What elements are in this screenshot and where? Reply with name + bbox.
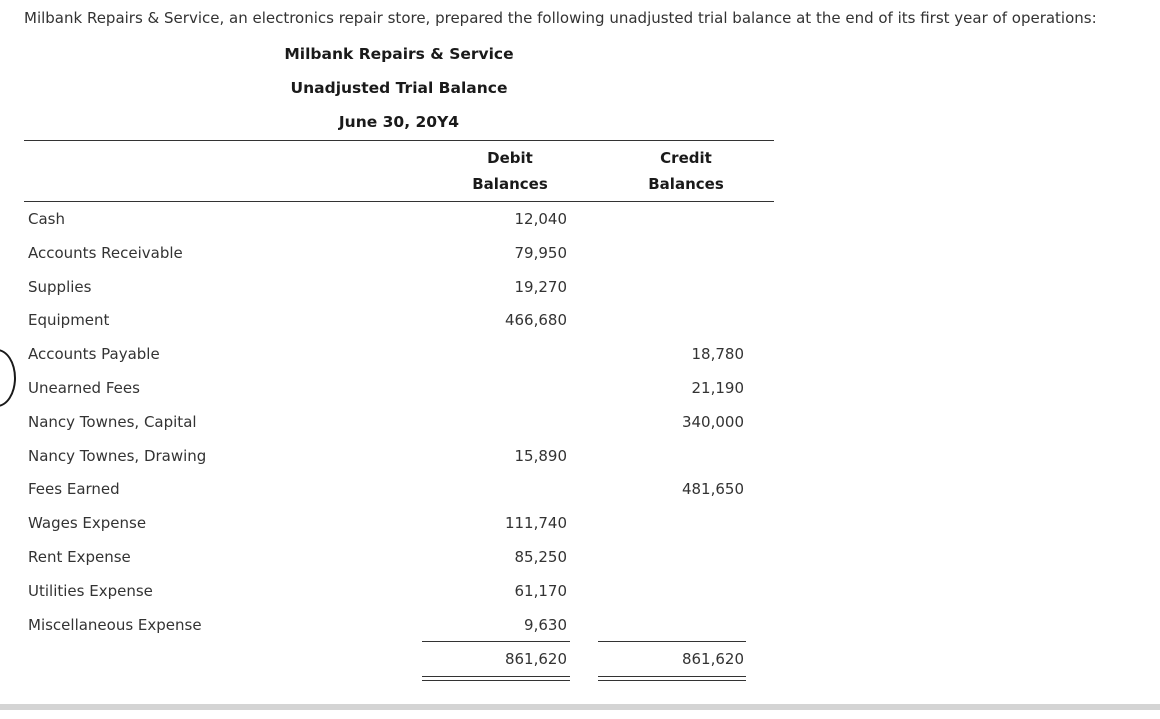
table-row [24, 616, 774, 650]
debit-header-line2: Balances [472, 175, 548, 193]
debit-value: 12,040 [514, 210, 567, 228]
report-date: June 30, 20Y4 [338, 113, 460, 131]
table-row [24, 413, 774, 447]
bottom-scrollbar[interactable] [0, 704, 1160, 710]
account-name: Wages Expense [28, 514, 147, 533]
account-name: Equipment [28, 311, 110, 330]
company-name: Milbank Repairs & Service [284, 45, 514, 63]
table-row [24, 548, 774, 582]
debit-value: 61,170 [514, 581, 567, 600]
report-title: Unadjusted Trial Balance [290, 79, 508, 97]
total-credit: 861,620 [681, 650, 744, 668]
table-row [24, 210, 774, 244]
debit-value: 19,270 [514, 277, 567, 296]
debit-sum-line [422, 641, 570, 642]
table-row [24, 480, 774, 514]
account-name: Rent Expense [28, 548, 131, 566]
credit-value: 340,000 [681, 412, 744, 431]
table-row [24, 514, 774, 548]
account-name: Nancy Townes, Capital [28, 412, 197, 431]
account-name: Nancy Townes, Drawing [28, 446, 207, 465]
table-row [24, 345, 774, 379]
credit-header-line2: Balances [648, 175, 724, 193]
debit-value: 466,680 [504, 311, 567, 330]
account-name: Accounts Payable [28, 345, 160, 364]
table-row [24, 311, 774, 345]
credit-sum-line [598, 641, 746, 642]
scroll-circle-icon[interactable] [0, 349, 16, 407]
debit-header-line1: Debit [487, 149, 533, 167]
debit-double-underline [422, 676, 570, 681]
table-row [24, 379, 774, 413]
credit-value: 21,190 [691, 379, 744, 397]
credit-double-underline [598, 676, 746, 681]
account-name: Accounts Receivable [28, 243, 183, 262]
account-name: Miscellaneous Expense [28, 615, 202, 634]
debit-value: 15,890 [514, 446, 567, 465]
account-name: Utilities Expense [28, 581, 153, 600]
account-name: Supplies [28, 277, 92, 296]
table-row [24, 582, 774, 616]
account-name: Cash [28, 210, 65, 228]
table-row [24, 244, 774, 278]
total-debit: 861,620 [504, 650, 567, 668]
debit-value: 85,250 [514, 548, 567, 566]
credit-value: 481,650 [681, 480, 744, 499]
account-name: Unearned Fees [28, 379, 140, 397]
table-row [24, 447, 774, 481]
intro-text: Milbank Repairs & Service, an electronics repair store, prepared the following unadjusted trial balance at the end of its first year of operations: [24, 9, 1097, 27]
account-name: Fees Earned [28, 480, 120, 499]
table-row [24, 278, 774, 312]
debit-value: 79,950 [514, 243, 567, 262]
credit-header-line1: Credit [660, 149, 712, 167]
credit-value: 18,780 [691, 345, 744, 364]
debit-value: 9,630 [524, 615, 567, 634]
debit-value: 111,740 [504, 514, 567, 533]
header-bottom-rule [24, 201, 774, 202]
table-top-rule [24, 140, 774, 141]
